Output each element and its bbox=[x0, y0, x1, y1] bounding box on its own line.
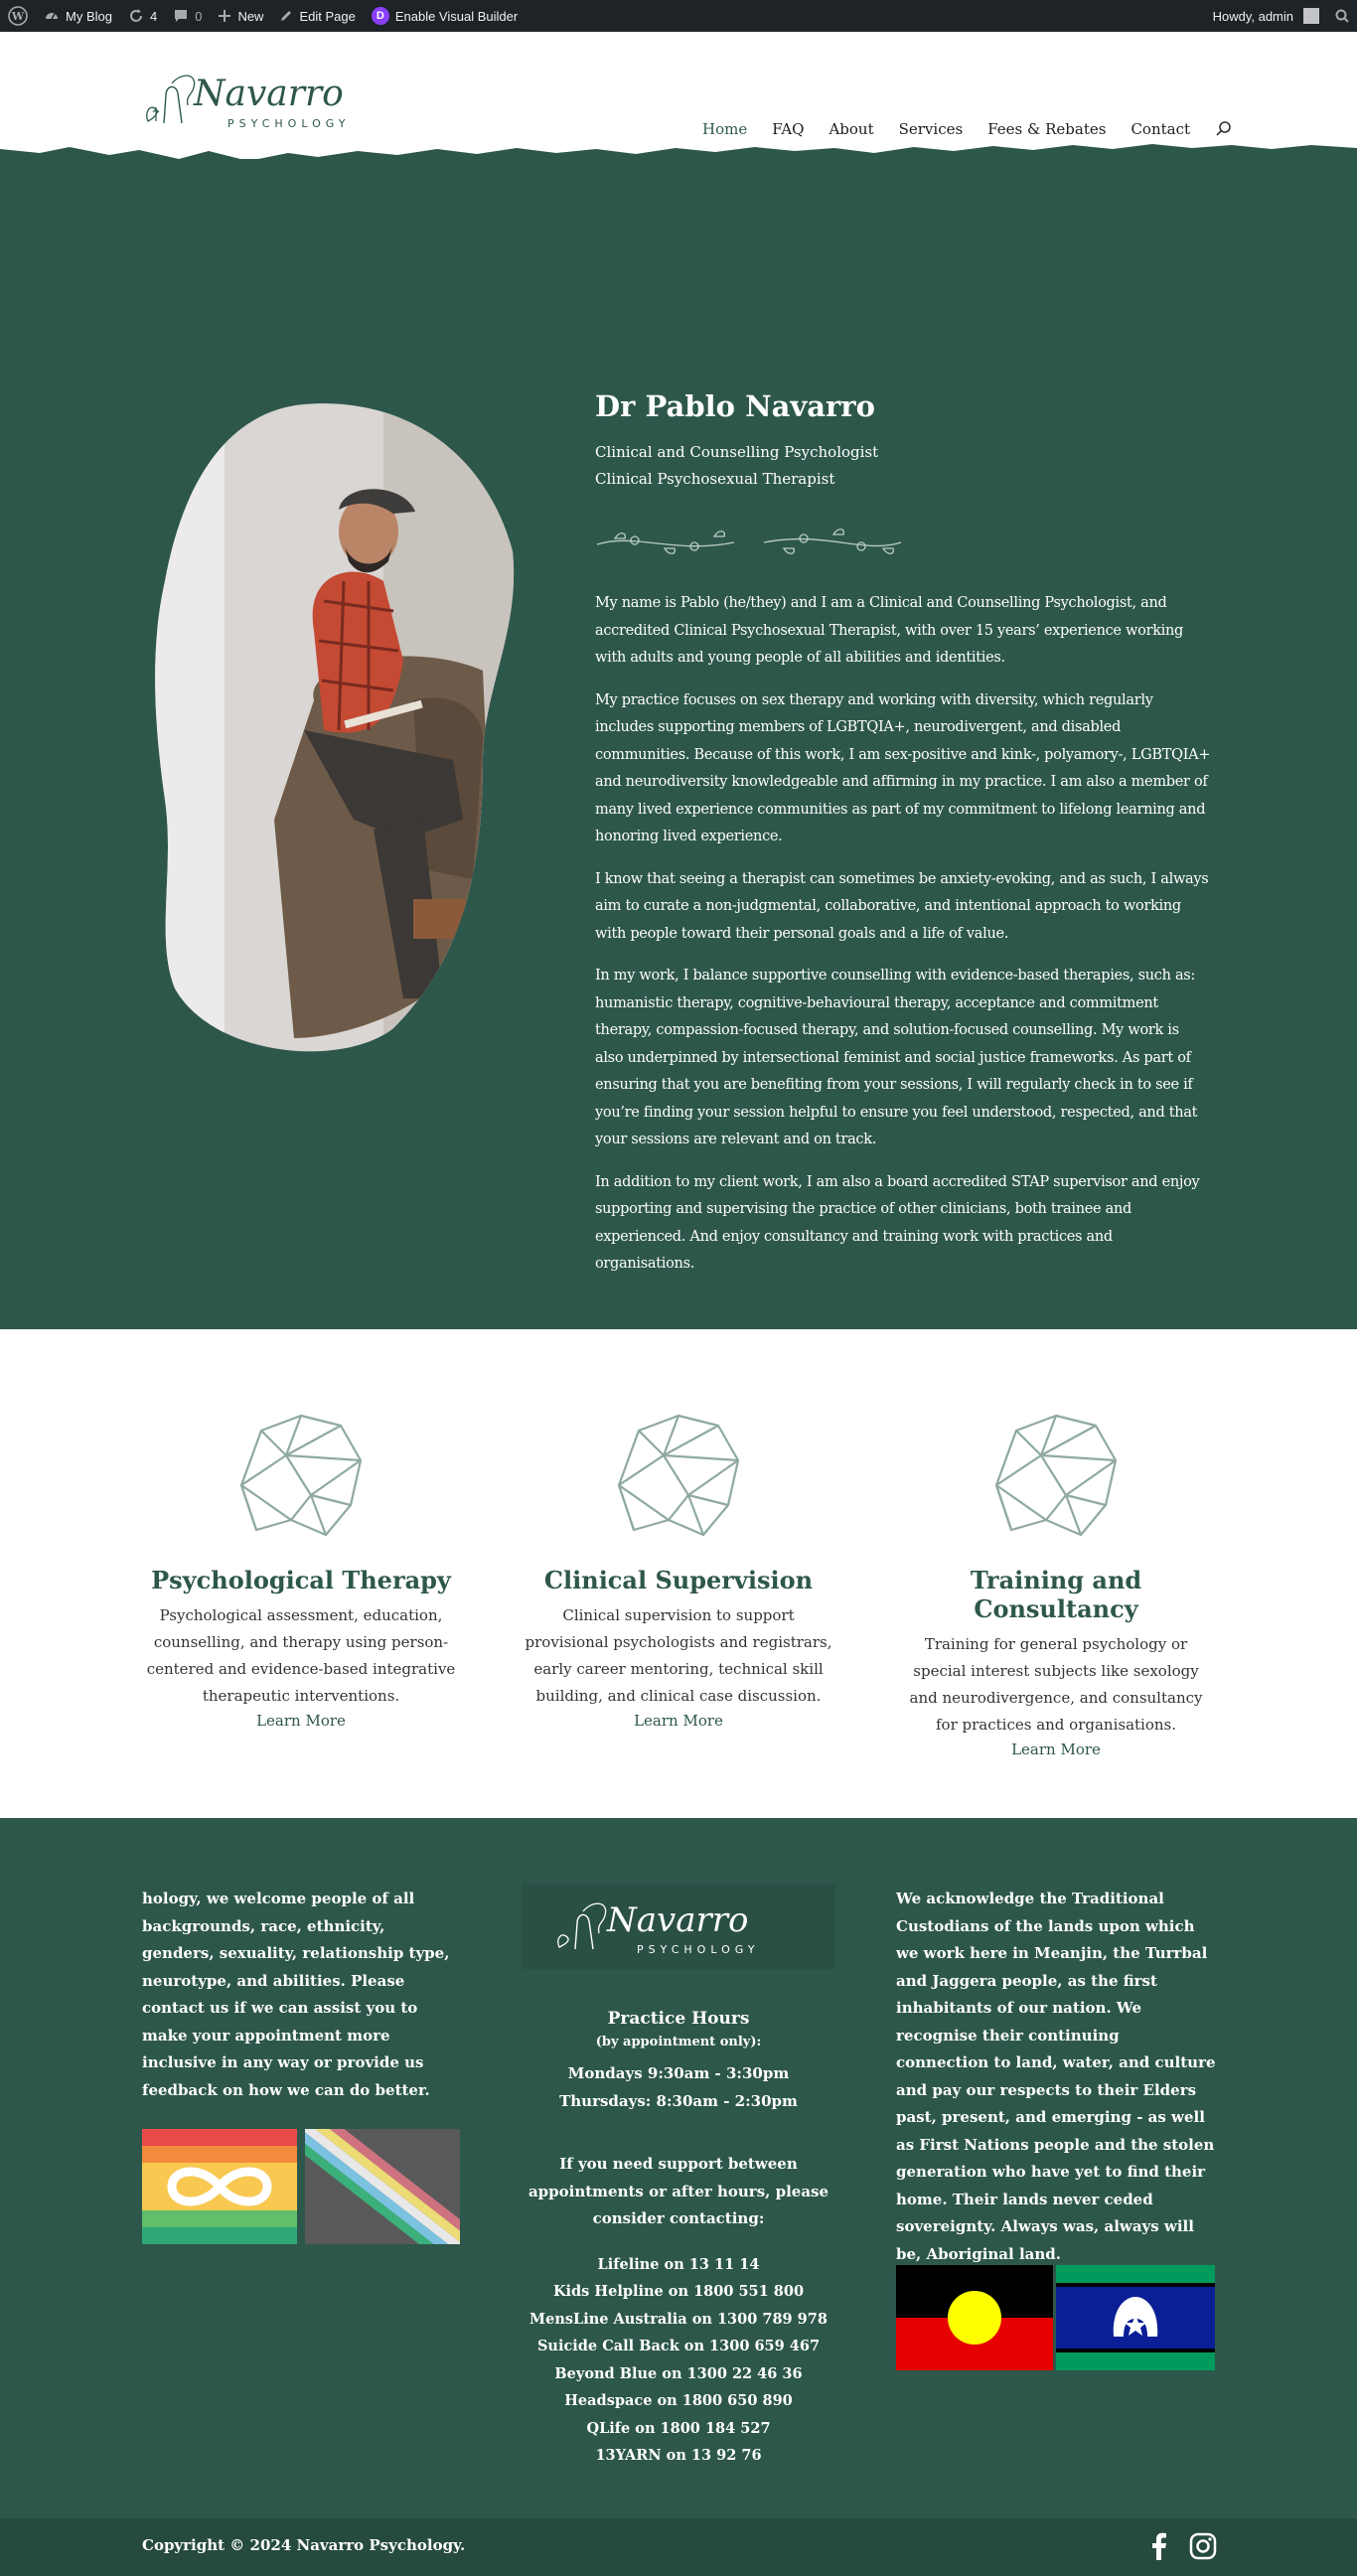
helpline-item: Lifeline on 13 11 14 bbox=[597, 2255, 760, 2273]
comment-icon bbox=[173, 8, 189, 24]
footer-logo-script: Navarro bbox=[607, 1900, 749, 1940]
search-icon[interactable] bbox=[1215, 120, 1233, 138]
portrait-photo bbox=[155, 402, 517, 1053]
comments-count: 0 bbox=[195, 8, 203, 24]
updates-count: 4 bbox=[149, 8, 158, 24]
torres-strait-islander-flag-icon bbox=[1056, 2265, 1215, 2370]
new-content-link[interactable] bbox=[210, 0, 271, 32]
comments-link[interactable] bbox=[165, 0, 210, 32]
services-section bbox=[0, 1329, 1357, 1818]
disability-flag-icon bbox=[305, 2129, 460, 2244]
facebook-icon[interactable] bbox=[1147, 2532, 1171, 2564]
account-menu[interactable] bbox=[1205, 0, 1327, 32]
svg-text:W: W bbox=[11, 10, 25, 23]
nav-item-fees[interactable]: Fees & Rebates bbox=[987, 120, 1107, 138]
copyright-text: Copyright © 2024 Navarro Psychology. bbox=[142, 2536, 466, 2554]
site-footer bbox=[0, 1818, 1357, 2518]
inclusion-flags bbox=[142, 2129, 460, 2244]
about-paragraph: My practice focuses on sex therapy and working with diversity, which regularly includes supporting members of LGBTQIA+, neurodivergent, and disabled communities. Because of this work, I am sex-positive and kink-, polyamory-, LGBTQIA+ and neurodiversity knowledgeable and affirming in my practice. I am also a member of many lived experience communities as part of my commitment to lifelong learning and honoring lived experience. bbox=[595, 691, 1211, 844]
bottom-bar bbox=[0, 2518, 1357, 2576]
learn-more-link[interactable]: Learn More bbox=[1011, 1741, 1101, 1758]
service-card-therapy bbox=[142, 1411, 460, 1818]
hours-line: Mondays 9:30am - 3:30pm bbox=[567, 2064, 790, 2082]
service-description: Training for general psychology or special interest subjects like sexology and neurodivergence, and consultancy for practices and organisations. bbox=[909, 1635, 1203, 1734]
service-title: Psychological Therapy bbox=[151, 1566, 451, 1594]
aboriginal-flag-icon bbox=[896, 2265, 1053, 2370]
footer-logo bbox=[522, 1884, 835, 1969]
hero-subtitle-1: Clinical and Counselling Psychologist bbox=[595, 443, 879, 461]
footer-logo-sub: PSYCHOLOGY bbox=[637, 1943, 760, 1956]
instagram-icon[interactable] bbox=[1189, 2532, 1217, 2564]
helpline-item: Kids Helpline on 1800 551 800 bbox=[552, 2283, 805, 2300]
nav-item-services[interactable]: Services bbox=[898, 120, 964, 138]
floral-divider-icon bbox=[595, 523, 903, 562]
admin-bar bbox=[0, 0, 1357, 32]
acknowledgement-of-country: We acknowledge the Traditional Custodians of the lands upon which we work here in Meanjin, the Turrbal and Jaggera people, as the first inhabitants of our nation. We recognise their continuing connection to land, water, and culture and pay our respects to their Elders past, present, and emerging - as well as First Nations people and the stolen generation who have yet to find their home. Their lands never ceded sovereignty. Always was, always will be, Aboriginal land. bbox=[896, 1890, 1216, 2263]
gem-icon bbox=[986, 1411, 1126, 1540]
divi-icon: D bbox=[372, 7, 389, 25]
support-text: If you need support between appointments or after hours, please consider contacting: bbox=[528, 2155, 829, 2227]
admin-search-button[interactable] bbox=[1327, 0, 1357, 32]
logo-script-text: Navarro bbox=[194, 74, 344, 114]
wordpress-logo-icon[interactable] bbox=[0, 0, 36, 32]
refresh-icon bbox=[128, 8, 144, 24]
main-nav bbox=[702, 120, 1233, 138]
first-nations-flags bbox=[896, 2265, 1215, 2370]
inclusion-statement: hology, we welcome people of all backgrounds, race, ethnicity, genders, sexuality, relationship type, neurotype, and abilities. Please contact us if we can assist you to make your appointment more inclusive in any way or provide us feedback on how we can do better. bbox=[142, 1890, 450, 2099]
service-description: Psychological assessment, education, counselling, and therapy using person-centered and evidence-based integrative therapeutic interventions. bbox=[146, 1606, 456, 1705]
nav-item-faq[interactable]: FAQ bbox=[772, 120, 805, 138]
learn-more-link[interactable]: Learn More bbox=[256, 1712, 346, 1730]
about-paragraph: In addition to my client work, I am also a board accredited STAP supervisor and enjoy supporting and supervising the practice of other clinicians, both trainee and experienced. And enjoy consultancy and training work with practices and organisations. bbox=[595, 1173, 1200, 1272]
site-header bbox=[0, 32, 1357, 159]
service-description: Clinical supervision to support provisional psychologists and registrars, early career mentoring, technical skill building, and clinical case discussion. bbox=[525, 1606, 832, 1705]
helpline-item: Beyond Blue on 1300 22 46 36 bbox=[554, 2364, 803, 2382]
logo-sub-text: PSYCHOLOGY bbox=[227, 117, 351, 130]
avatar bbox=[1303, 8, 1319, 24]
practice-info bbox=[522, 1884, 835, 2470]
hours-subtitle: (by appointment only): bbox=[595, 2035, 762, 2049]
helpline-item: Headspace on 1800 650 890 bbox=[564, 2392, 793, 2409]
pencil-icon bbox=[279, 9, 293, 23]
nav-item-home[interactable]: Home bbox=[702, 120, 748, 138]
search-icon bbox=[1335, 9, 1349, 23]
howdy-label: Howdy, admin bbox=[1212, 8, 1293, 24]
about-section bbox=[0, 159, 1357, 1329]
service-title: Clinical Supervision bbox=[543, 1566, 814, 1594]
hours-title: Practice Hours bbox=[607, 2009, 750, 2029]
helpline-item: QLife on 1800 184 527 bbox=[586, 2419, 771, 2437]
gem-icon bbox=[609, 1411, 748, 1540]
hero-subtitle-2: Clinical Psychosexual Therapist bbox=[595, 470, 835, 488]
site-name-link[interactable] bbox=[36, 0, 120, 32]
service-card-supervision bbox=[520, 1411, 837, 1818]
visual-builder-label: Enable Visual Builder bbox=[394, 8, 519, 24]
site-name-label: My Blog bbox=[66, 8, 112, 24]
service-title: Training and Consultancy bbox=[970, 1566, 1142, 1623]
plus-icon bbox=[218, 9, 231, 23]
helpline-item: MensLine Australia on 1300 789 978 bbox=[529, 2310, 828, 2328]
neurodiversity-flag-icon bbox=[142, 2129, 297, 2244]
page-title: Dr Pablo Navarro bbox=[595, 389, 875, 423]
edit-page-link[interactable] bbox=[271, 0, 363, 32]
helpline-item: 13YARN on 13 92 76 bbox=[595, 2447, 762, 2464]
new-label: New bbox=[237, 8, 264, 24]
about-paragraph: In my work, I balance supportive counselling with evidence-based therapies, such as: humanistic therapy, cognitive-behavioural therapy, acceptance and commitment therapy, compassion-focused therapy, and solution-focused counselling. My work is also underpinned by intersectional feminist and social justice frameworks. As part of ensuring that you are benefiting from your sessions, I will regularly check in to see if you’re finding your session helpful to ensure you feel understood, respected, and that your sessions are relevant and on track. bbox=[595, 968, 1198, 1147]
gem-icon bbox=[231, 1411, 371, 1540]
hours-line: Thursdays: 8:30am - 2:30pm bbox=[559, 2091, 798, 2110]
edit-page-label: Edit Page bbox=[299, 8, 356, 24]
learn-more-link[interactable]: Learn More bbox=[634, 1712, 723, 1730]
service-card-training bbox=[897, 1411, 1215, 1818]
nav-item-about[interactable]: About bbox=[829, 120, 874, 138]
nav-item-contact[interactable]: Contact bbox=[1131, 120, 1191, 138]
site-logo[interactable] bbox=[142, 66, 390, 135]
updates-link[interactable] bbox=[120, 0, 165, 32]
about-paragraph: I know that seeing a therapist can sometimes be anxiety-evoking, and as such, I always aim to curate a non-judgmental, collaborative, and intentional approach to working with people toward their personal goals and a life of value. bbox=[595, 870, 1209, 942]
dashboard-icon bbox=[44, 8, 60, 24]
about-text bbox=[595, 389, 1211, 1293]
helpline-item: Suicide Call Back on 1300 659 467 bbox=[536, 2338, 821, 2354]
social-links bbox=[1147, 2532, 1217, 2564]
about-paragraph: My name is Pablo (he/they) and I am a Clinical and Counselling Psychologist, and accredited Clinical Psychosexual Therapist, with over 15 years’ experience working with adults and young people of all abilities and identities. bbox=[595, 595, 1184, 666]
visual-builder-link[interactable] bbox=[364, 0, 526, 32]
